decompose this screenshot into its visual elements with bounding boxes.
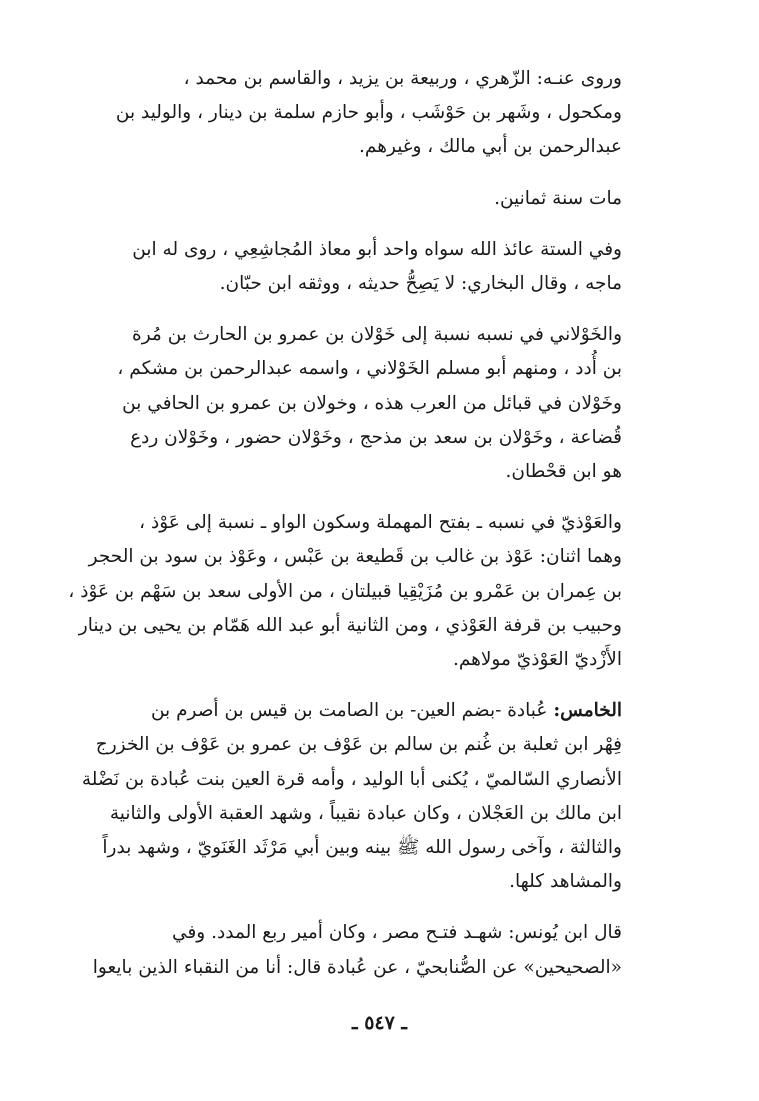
paragraph — [112, 62, 646, 165]
text-line — [95, 728, 646, 762]
page-number: ـ ٥٤٧ ـ — [352, 1012, 407, 1034]
text-line — [68, 575, 646, 609]
text-line — [112, 96, 646, 130]
text-line — [92, 951, 646, 985]
text-line — [112, 62, 646, 96]
text-line — [102, 831, 646, 865]
text-line — [112, 387, 646, 421]
text-line — [109, 797, 646, 831]
text-line — [112, 916, 646, 950]
line-text: قال ابن يُونس: شهـد فتـح مصر ، وكان أمير ربع المدد. وفي — [172, 922, 622, 944]
line-text: والمشاهد كلها. — [509, 871, 622, 893]
paragraph — [68, 506, 646, 677]
paragraph — [112, 318, 646, 489]
line-text: والثالثة ، وآخى رسول الله ﷺ بينه وبين أبي مَرْثَد الغَنَويّ ، وشهد بدراً — [102, 837, 622, 859]
text-line — [112, 506, 646, 540]
text-line — [112, 865, 646, 899]
line-text: بن أُدد ، ومنهم أبو مسلم الخَوْلاني ، واسمه عبدالرحمن بن مشكم ، — [117, 358, 622, 380]
line-text: عُبادة -بضم العين- بن الصامت بن قيس بن أصرم بن — [150, 700, 554, 722]
page-body — [68, 62, 646, 1002]
text-line — [112, 643, 646, 677]
paragraph — [112, 182, 646, 216]
line-text: ماجه ، وقال البخاري: لا يَصِحُّ حديثه ، ووثقه ابن حبّان. — [219, 273, 622, 295]
text-line — [112, 318, 646, 352]
text-line — [112, 182, 646, 216]
text-line — [88, 540, 646, 574]
paragraph — [81, 694, 646, 899]
line-text: هو ابن قحْطان. — [505, 461, 622, 483]
paragraph — [92, 916, 646, 984]
line-text: والعَوْذيّ في نسبه ـ بفتح المهملة وسكون الواو ـ نسبة إلى عَوْذ ، — [139, 512, 622, 534]
line-text: ابن مالك بن العَجْلان ، وكان عبادة نقيباً ، وشهد العقبة الأولى والثانية — [109, 802, 622, 824]
line-text: عبدالرحمن بن أبي مالك ، وغيرهم. — [359, 136, 622, 158]
line-text: الأنصاري السّالميّ ، يُكنى أبا الوليد ، وأمه قرة العين بنت عُبادة بن نَضْلة — [81, 768, 622, 790]
text-line — [112, 233, 646, 267]
text-line — [78, 609, 646, 643]
text-line — [112, 130, 646, 164]
line-text: بن عِمران بن عَمْرو بن مُزَيْقِيا قبيلتان ، من الأولى سعد بن سَهْم بن عَوْذ ، — [68, 580, 622, 602]
text-line — [112, 421, 646, 455]
text-line — [81, 763, 646, 797]
line-text: والخَوْلاني في نسبه نسبة إلى خَوْلان بن عمرو بن الحارث بن مُرة — [132, 324, 622, 346]
line-text: الأَزْديّ العَوْذيّ مولاهم. — [452, 649, 622, 671]
line-text: وحبيب بن قرفة العَوْذي ، ومن الثانية أبو عبد الله هَمّام بن يحيى بن دينار — [78, 614, 622, 636]
section-lead: الخامس: — [553, 700, 622, 722]
line-text: وخَوْلان في قبائل من العرب هذه ، وخولان بن عمرو بن الحافي بن — [122, 392, 622, 414]
text-line — [112, 694, 646, 728]
line-text: وهما اثنان: عَوْذ بن غالب بن قَطيعة بن عَبْس ، وعَوْذ بن سود بن الحجر — [88, 546, 622, 568]
line-text: وفي الستة عائذ الله سواه واحد أبو معاذ المُجاشِعِي ، روى له ابن — [132, 238, 622, 260]
line-text: مات سنة ثمانين. — [494, 187, 622, 209]
text-line — [112, 267, 646, 301]
text-line — [112, 455, 646, 489]
line-text: ومكحول ، وشَهر بن حَوْشَب ، وأبو حازم سلمة بن دينار ، والوليد بن — [115, 102, 622, 124]
line-text: «الصحيحين» عن الصُّنابحيّ ، عن عُبادة قال: أنا من النقباء الذين بايعوا — [92, 956, 622, 978]
text-line — [112, 352, 646, 386]
line-text: فِهْر ابن ثعلبة بن غُنم بن سالم بن عَوْف بن عمرو بن عَوْف بن الخزرج — [95, 734, 622, 756]
paragraph — [112, 233, 646, 301]
line-text: قُضاعة ، وخَوْلان بن سعد بن مذحج ، وخَوْلان حضور ، وخَوْلان ردع — [130, 426, 622, 448]
line-text: وروى عنـه: الزّهري ، وربيعة بن يزيد ، والقاسم بن محمد ، — [183, 68, 622, 89]
